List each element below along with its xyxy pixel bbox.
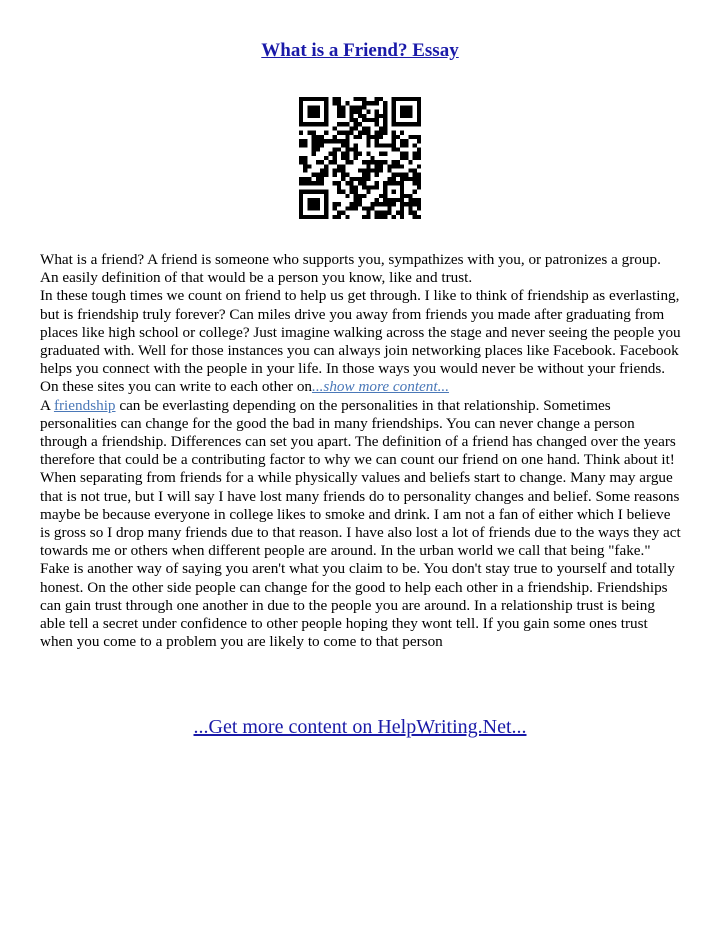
paragraph-second-text: In these tough times we count on friend to help us get through. I like to think of friendship as everlasting, but is friendship truly forever? Can miles drive you away from friends you made after graduating from places like high school or college? Just imagine walking across the stage and never seeing the people you graduated with. Well for those instances you can always join networking places like Facebook. Facebook helps you connect with the people in your life. In those ways you would never be without your friends. On these sites you can write to each other on bbox=[40, 287, 681, 396]
essay-title-link[interactable]: What is a Friend? Essay bbox=[261, 40, 459, 61]
essay-body bbox=[40, 251, 682, 651]
qr-code bbox=[299, 97, 421, 219]
paragraph-third-prefix: A bbox=[40, 396, 54, 414]
paragraph-third bbox=[40, 397, 682, 652]
paragraph-intro: What is a friend? A friend is someone who supports you, sympathizes with you, or patronizes a group. An easily definition of that would be a person you know, like and trust. bbox=[40, 251, 661, 287]
qr-code-icon bbox=[299, 97, 421, 219]
get-more-content-link[interactable]: ...Get more content on HelpWriting.Net... bbox=[193, 716, 527, 738]
show-more-link[interactable]: ...show more content... bbox=[312, 378, 449, 396]
paragraph-third-text: can be everlasting depending on the personalities in that relationship. Sometimes personalities can change for the good the bad in many friendships. You can never change a person through a friendship. Differences can set you apart. The definition of a friend has changed over the years therefore that could be a contributing factor to why we can count our friend on one hand. Think about it! When separating from friends for a while physically values and beliefs start to change. Many may argue that is not true, but I will say I have lost many friends do to personality changes and belief. Some reasons maybe be because everyone in college likes to smoke and drink. I am not a fan of either which I believe is gross so I drop many friends due to that reason. I have also lost a lot of friends due to the ways they act towards me or others when different people are around. In the urban world we call that being "fake." Fake is another way of saying you aren't what you claim to be. You don't stay true to yourself and totally honest. On the other side people can change for the good to help each other in a friendship. Friendships can gain trust through one another in due to the people you are around. In a relationship trust is being able tell a secret under confidence to other people hoping they wont tell. If you gain some ones trust when you come to a problem you are likely to come to that person bbox=[40, 396, 681, 651]
paragraph-second bbox=[40, 287, 682, 396]
friendship-link[interactable]: friendship bbox=[53, 396, 116, 414]
